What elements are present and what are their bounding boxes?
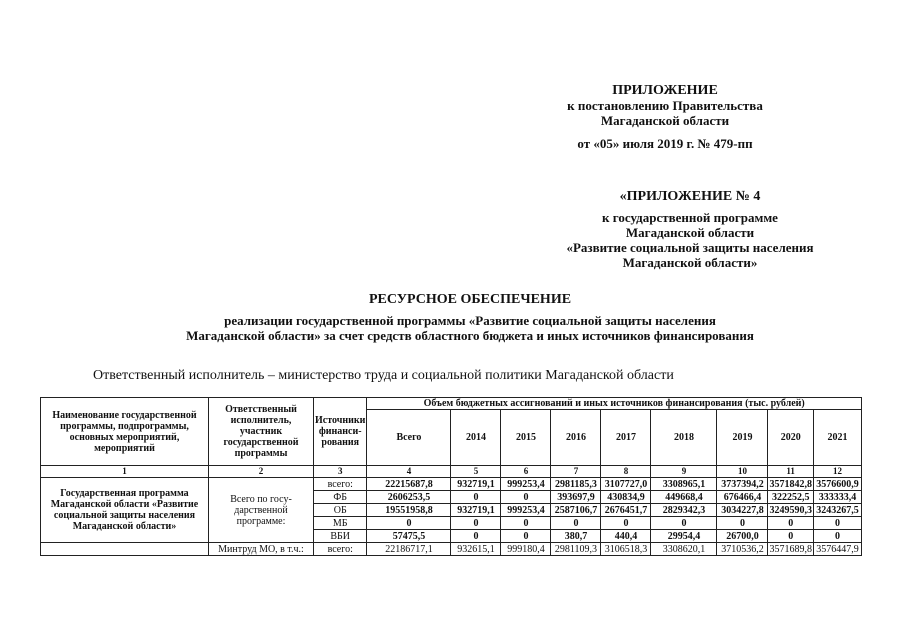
resource-table <box>40 397 862 556</box>
responsible-executor: Ответственный исполнитель – министерство труда и социальной политики Магаданской области <box>93 368 674 383</box>
value-cell: 932719,1 <box>451 504 501 517</box>
header-year: 2020 <box>768 410 814 466</box>
value-cell: 380,7 <box>551 530 601 543</box>
value-cell: 430834,9 <box>601 491 651 504</box>
value-cell: 3571689,8 <box>769 543 812 555</box>
value-cell: 2587106,7 <box>551 504 601 517</box>
value-cell: 932719,1 <box>451 478 501 491</box>
column-number: 4 <box>367 466 451 478</box>
source-cell: МБ <box>314 517 367 530</box>
value-cell: 0 <box>768 530 814 543</box>
value-cell: 19551958,8 <box>367 504 451 517</box>
header-year: 2018 <box>651 410 717 466</box>
header-executor: Ответственный исполнитель, участник государственной программы <box>209 398 314 466</box>
column-number: 6 <box>501 466 551 478</box>
value-cell: 0 <box>451 530 501 543</box>
appendix-program-line2: Магаданской области <box>625 225 755 240</box>
ministry-row <box>41 543 862 556</box>
value-cell: 3106518,3 <box>601 543 651 556</box>
value-cell: 2981185,3 <box>551 478 601 491</box>
value-cell: 3243267,5 <box>813 504 861 517</box>
source-cell: всего: <box>314 543 367 556</box>
value-cell: 999180,4 <box>501 543 551 556</box>
table-row <box>41 478 862 491</box>
value-cell: 57475,5 <box>367 530 451 543</box>
appendix-program-line1: к государственной программе <box>602 210 778 225</box>
column-number: 11 <box>768 466 814 478</box>
appendix-decree-title: ПРИЛОЖЕНИЕ <box>612 83 718 98</box>
document-title-main: РЕСУРСНОЕ ОБЕСПЕЧЕНИЕ <box>368 292 572 307</box>
header-year: 2016 <box>551 410 601 466</box>
executor-total: Всего по госу-дарственной программе: <box>209 478 314 543</box>
value-cell: 999253,4 <box>501 504 551 517</box>
value-cell: 3308620,1 <box>651 543 717 556</box>
header-source: Источники финанси-рования <box>314 398 367 466</box>
value-cell: 3710536,2 <box>717 543 768 556</box>
column-number: 7 <box>551 466 601 478</box>
value-cell: 333333,4 <box>813 491 861 504</box>
document-title-line1: реализации государственной программы «Развитие социальной защиты населения <box>224 313 716 328</box>
value-cell: 0 <box>651 517 717 530</box>
column-number: 3 <box>314 466 367 478</box>
value-cell: 999253,4 <box>501 478 551 491</box>
column-number: 10 <box>717 466 768 478</box>
value-cell: 0 <box>768 517 814 530</box>
value-cell: 22215687,8 <box>367 478 451 491</box>
column-number: 1 <box>41 466 209 478</box>
value-cell: 0 <box>813 517 861 530</box>
value-cell: 0 <box>451 491 501 504</box>
value-cell: 449668,4 <box>651 491 717 504</box>
source-cell: ОБ <box>314 504 367 517</box>
value-cell: 26700,0 <box>717 530 768 543</box>
value-cell: 3034227,8 <box>717 504 768 517</box>
source-cell: ВБИ <box>314 530 367 543</box>
value-cell: 2606253,5 <box>367 491 451 504</box>
header-total: Всего <box>367 410 451 466</box>
column-number: 8 <box>601 466 651 478</box>
value-cell: 29954,4 <box>651 530 717 543</box>
value-cell: 2676451,7 <box>601 504 651 517</box>
appendix-program-line3: «Развитие социальной защиты населения <box>566 240 814 255</box>
value-cell: 0 <box>717 517 768 530</box>
document-title <box>90 292 850 343</box>
appendix-decree-line3: от «05» июля 2019 г. № 479-пп <box>577 136 753 151</box>
value-cell: 0 <box>451 517 501 530</box>
column-number-row <box>41 466 862 478</box>
column-number: 12 <box>813 466 861 478</box>
appendix-program-line4: Магаданской области» <box>622 255 758 270</box>
column-number: 2 <box>209 466 314 478</box>
value-cell: 0 <box>813 530 861 543</box>
value-cell: 2829342,3 <box>651 504 717 517</box>
header-year: 2019 <box>717 410 768 466</box>
header-volume: Объем бюджетных ассигнований и иных источников финансирования (тыс. рублей) <box>367 398 862 410</box>
column-number: 9 <box>651 466 717 478</box>
value-cell: 3737394,2 <box>717 478 768 491</box>
appendix-decree-line2: Магаданской области <box>600 113 730 128</box>
document-title-line2: Магаданской области» за счет средств областного бюджета и иных источников финансирования <box>186 328 754 343</box>
value-cell: 0 <box>501 491 551 504</box>
value-cell: 3576447,9 <box>813 543 861 556</box>
value-cell: 2981109,3 <box>551 543 601 556</box>
appendix-program-title: «ПРИЛОЖЕНИЕ № 4 <box>619 189 761 204</box>
appendix-decree <box>540 83 790 151</box>
value-cell: 3249590,3 <box>769 504 812 516</box>
header-year: 2017 <box>601 410 651 466</box>
source-cell: ФБ <box>314 491 367 504</box>
value-cell: 0 <box>501 517 551 530</box>
value-cell: 3576600,9 <box>813 478 861 491</box>
column-number: 5 <box>451 466 501 478</box>
header-year: 2014 <box>451 410 501 466</box>
value-cell: 0 <box>501 530 551 543</box>
value-cell: 322252,5 <box>768 491 814 504</box>
value-cell: 440,4 <box>601 530 651 543</box>
ministry-executor: Минтруд МО, в т.ч.: <box>209 543 314 556</box>
value-cell: 0 <box>367 517 451 530</box>
value-cell: 22186717,1 <box>367 543 451 556</box>
value-cell: 3308965,1 <box>651 478 717 491</box>
value-cell: 393697,9 <box>551 491 601 504</box>
program-name: Государственная программа Магаданской области «Развитие социальной защиты населения Магаданской области» <box>41 478 209 543</box>
value-cell: 3571842,8 <box>769 478 812 490</box>
header-name: Наименование государственной программы, подпрограммы, основных мероприятий, мероприятий <box>41 398 209 466</box>
appendix-program <box>520 189 860 270</box>
header-year: 2021 <box>813 410 861 466</box>
ministry-spacer <box>41 543 209 556</box>
value-cell: 932615,1 <box>451 543 501 556</box>
value-cell: 0 <box>601 517 651 530</box>
source-cell: всего: <box>314 478 367 491</box>
header-year: 2015 <box>501 410 551 466</box>
appendix-decree-line1: к постановлению Правительства <box>567 98 763 113</box>
value-cell: 0 <box>551 517 601 530</box>
value-cell: 676466,4 <box>717 491 768 504</box>
value-cell: 3107727,0 <box>601 478 651 491</box>
